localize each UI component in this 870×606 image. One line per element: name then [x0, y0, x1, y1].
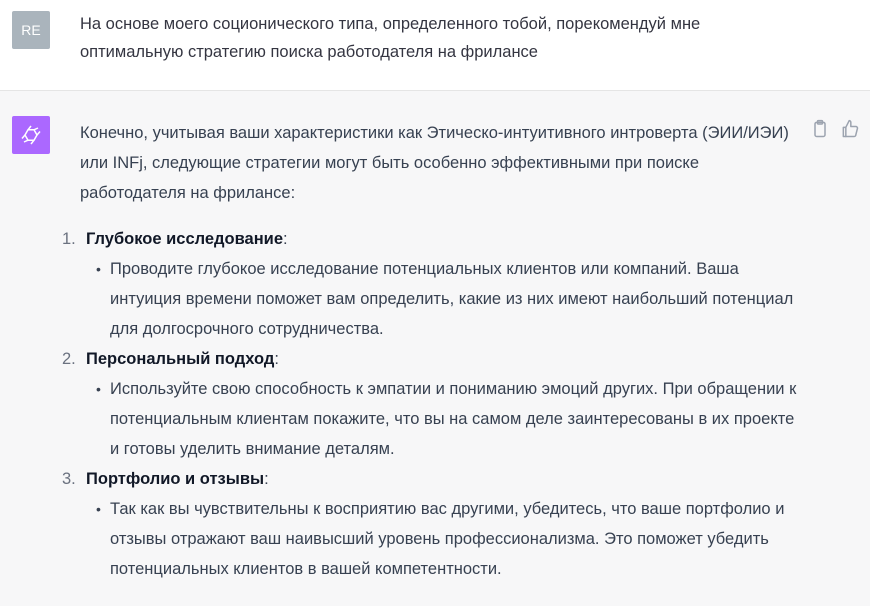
thumbs-up-icon[interactable]	[840, 119, 860, 139]
user-message-text: На основе моего соционического типа, определенного тобой, порекомендуй мне оптимальную стратегию поиска работодателя на фрилансе	[80, 15, 701, 61]
step-title	[86, 470, 269, 488]
step-title-text: Персональный подход	[86, 350, 275, 368]
bullet-text: Проводите глубокое исследование потенциальных клиентов или компаний. Ваша интуиция времени поможет вам определить, какие из них имеют наибольший потенциал для долгосрочного сотрудничества.	[110, 260, 794, 338]
bullet-dot: •	[96, 381, 101, 397]
bullet-dot: •	[96, 501, 101, 517]
bullet-dot: •	[96, 261, 101, 277]
step-title-text: Портфолио и отзывы	[86, 470, 265, 488]
bullet-text: Используйте свою способность к эмпатии и пониманию эмоций других. При обращении к потенциальным клиентам покажите, что вы на самом деле заинтересованы в их проекте и готовы уделить внимание деталям.	[110, 380, 797, 458]
step-title-text: Глубокое исследование	[86, 230, 284, 248]
bullet-text: Так как вы чувствительны к восприятию вас другими, убедитесь, что ваше портфолио и отзывы отражают ваш наивысший уровень профессионализма. Это поможет убедить потенциальных клиентов в вашей компетентности.	[110, 500, 785, 578]
list-item	[62, 344, 800, 464]
assistant-avatar	[12, 116, 50, 154]
step-bullets	[86, 374, 800, 464]
assistant-message	[0, 91, 870, 606]
step-title	[86, 230, 288, 248]
user-avatar	[12, 11, 50, 49]
step-number: 2.	[62, 350, 76, 368]
strategy-list	[62, 224, 800, 584]
bullet-item	[96, 374, 800, 464]
step-title-colon: :	[264, 470, 269, 488]
step-title	[86, 350, 279, 368]
answer-intro: Конечно, учитывая ваши характеристики как Этическо-интуитивного интроверта (ЭИИ/ИЭИ) или INFj, следующие стратегии могут быть особенно эффективными при поиске работодателя на фрилансе:	[80, 124, 789, 202]
bullet-item	[96, 254, 800, 344]
bullet-item	[96, 494, 800, 584]
step-bullets	[86, 494, 800, 584]
step-number: 1.	[62, 230, 76, 248]
list-item	[62, 464, 800, 584]
assistant-answer	[62, 118, 800, 584]
list-item	[62, 224, 800, 344]
user-avatar-initials: RE	[21, 22, 41, 38]
openai-logo-icon	[19, 123, 43, 147]
clipboard-icon[interactable]	[810, 119, 830, 139]
step-title-colon: :	[274, 350, 279, 368]
step-bullets	[86, 254, 800, 344]
step-title-colon: :	[283, 230, 288, 248]
message-actions	[810, 119, 860, 139]
user-message	[0, 0, 870, 91]
step-number: 3.	[62, 470, 76, 488]
